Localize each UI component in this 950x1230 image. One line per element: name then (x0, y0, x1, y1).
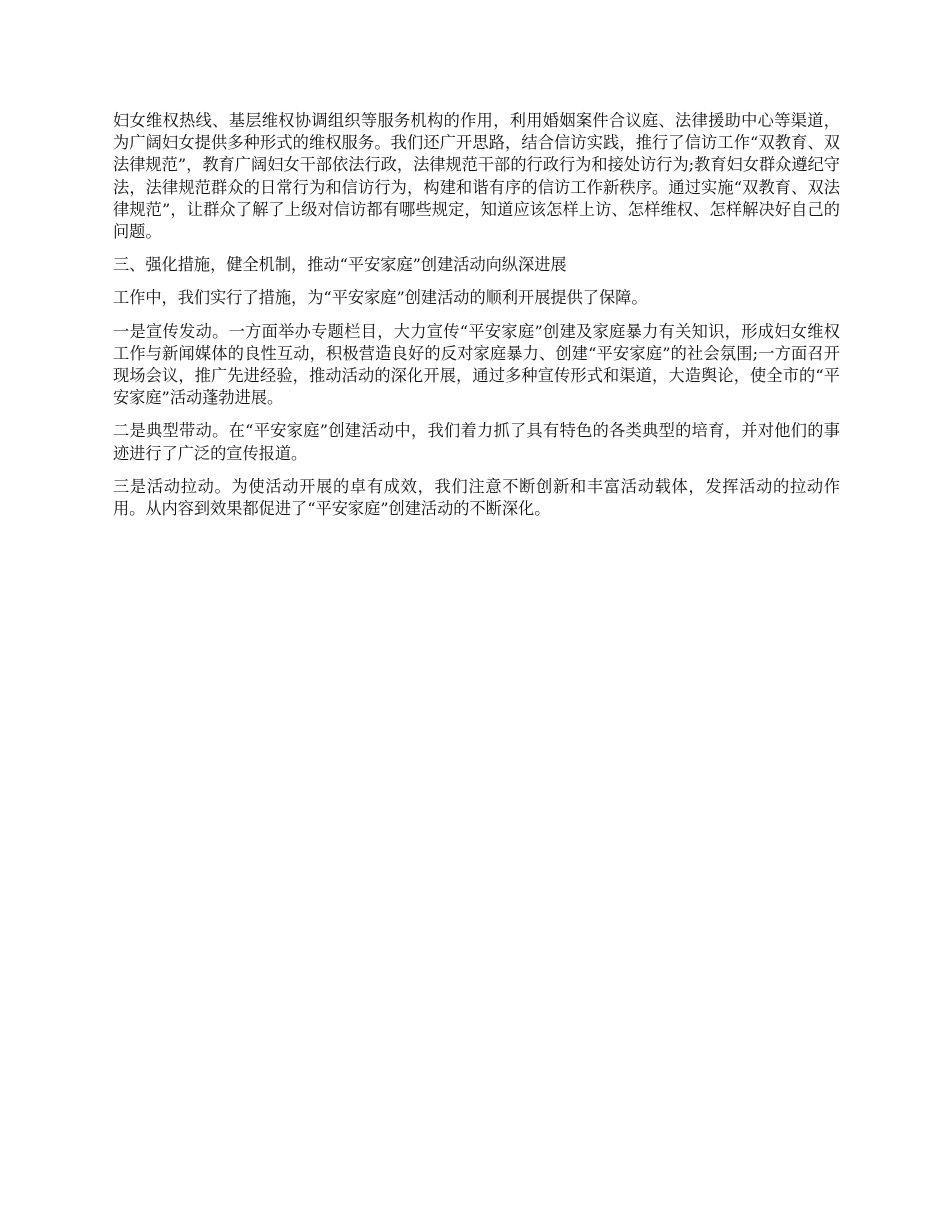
paragraph-activities: 三是活动拉动。为使活动开展的卓有成效，我们注意不断创新和丰富活动载体，发挥活动的拉动作用。从内容到效果都促进了“平安家庭”创建活动的不断深化。 (113, 476, 840, 519)
section-heading-three: 三、强化措施，健全机制，推动“平安家庭”创建活动向纵深进展 (113, 255, 567, 275)
document-body (113, 110, 840, 531)
paragraph-measures-intro: 工作中，我们实行了措施，为“平安家庭”创建活动的顺利开展提供了保障。 (113, 288, 648, 308)
paragraph-rights-services: 妇女维权热线、基层维权协调组织等服务机构的作用，利用婚姻案件合议庭、法律援助中心等渠道，为广阔妇女提供多种形式的维权服务。我们还广开思路，结合信访实践，推行了信访工作“双教育、双法律规范”，教育广阔妇女干部依法行政，法律规范干部的行政行为和接处访行为;教育妇女群众遵纪守法，法律规范群众的日常行为和信访行为，构建和谐有序的信访工作新秩序。通过实施“双教育、双法律规范”，让群众了解了上级对信访都有哪些规定，知道应该怎样上访、怎样维权、怎样解决好自己的问题。 (113, 111, 840, 242)
paragraph-publicity: 一是宣传发动。一方面举办专题栏目，大力宣传“平安家庭”创建及家庭暴力有关知识，形成妇女维权工作与新闻媒体的良性互动，积极营造良好的反对家庭暴力、创建“平安家庭”的社会氛围;一方面召开现场会议，推广先进经验，推动活动的深化开展，通过多种宣传形式和渠道，大造舆论，使全市的“平安家庭”活动蓬勃进展。 (113, 321, 840, 408)
paragraph-models: 二是典型带动。在“平安家庭”创建活动中，我们着力抓了具有特色的各类典型的培育，并对他们的事迹进行了广泛的宣传报道。 (113, 421, 840, 463)
